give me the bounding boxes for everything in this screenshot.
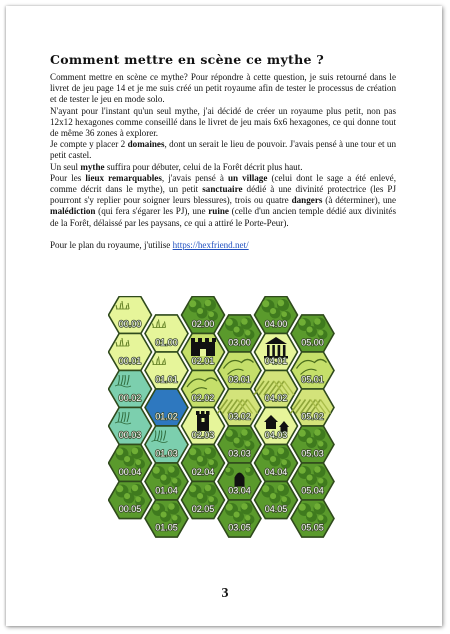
paragraph-myth <box>50 162 396 173</box>
keyword-malediction: malédiction <box>50 206 96 217</box>
hex-label: 01.02 <box>155 411 178 422</box>
keyword-ruine: ruine <box>208 206 229 217</box>
hex-label: 04.01 <box>264 356 288 366</box>
hex-label: 04.05 <box>264 504 288 514</box>
keyword-lieux: lieux remarquables <box>85 172 162 183</box>
tower-icon <box>196 411 210 431</box>
hex-tile-05-04 <box>291 463 334 500</box>
hex-label: 00.02 <box>118 393 142 403</box>
text-run: suffira pour débuter, celui de la Forêt décrit plus haut. <box>104 161 303 172</box>
keyword-village: un village <box>227 172 268 183</box>
hex-tile-05-00 <box>291 315 334 352</box>
hex-label: 03.03 <box>228 448 251 459</box>
hexfriend-link[interactable]: https://hexfriend.net/ <box>172 239 249 250</box>
hex-tile-01-02 <box>145 389 188 426</box>
hex-label: 01.04 <box>155 485 178 496</box>
text-run: (à déterminer), une <box>322 195 397 206</box>
hex-tile-02-04 <box>182 444 225 481</box>
hex-tile-00-01 <box>109 333 152 370</box>
hex-tile-02-00 <box>182 296 225 333</box>
paragraph-size: N'ayant pour l'instant qu'un seul mythe, j'ai décidé de créer un royaume plus petit, non pas 12x12 hexagones comme conseillé dans le livret de jeu mais 6x6 hexagones, ce qui donne tout de même 36 zones à explorer. <box>50 105 396 139</box>
hex-label: 00.03 <box>118 430 142 440</box>
hex-label: 01.00 <box>155 337 178 348</box>
text-run: (qui fera s'égarer les PJ), une <box>95 206 209 217</box>
hex-tile-04-04 <box>255 444 298 481</box>
text-run: dédié à une divinité protectrice (les PJ pourront s'y replier pour soigner leurs blessures), trois ou quatre <box>50 184 396 206</box>
hex-tile-03-00 <box>218 315 261 352</box>
hex-label: 02.04 <box>191 467 215 477</box>
hex-tile-05-02 <box>291 389 335 426</box>
text-run: (celui dont le sage a été enlevé, comme décrit dans le mythe), un petit <box>50 172 396 195</box>
text-run: Un seul <box>50 161 81 172</box>
hex-label: 05.02 <box>301 411 324 422</box>
hex-tile-01-00 <box>145 315 188 352</box>
hex-tile-00-02 <box>109 370 152 407</box>
paragraph-intro: Comment mettre en scène ce mythe? Pour répondre à cette question, je suis retourné dans le livret de jeu page 14 et je me suis créé un petit royaume afin de tester le processus de création et de tester le jeu en mode solo. <box>50 72 396 105</box>
hex-tile-03-01 <box>218 352 261 389</box>
paragraph-domains <box>50 139 396 161</box>
hex-label: 02.02 <box>191 393 215 403</box>
section-title: Comment mettre en scène ce mythe ? <box>50 52 325 67</box>
hex-tile-00-04 <box>109 444 152 481</box>
hex-label: 00.01 <box>118 356 142 366</box>
hex-label: 03.04 <box>228 485 251 496</box>
hex-tile-01-01 <box>145 352 188 389</box>
hex-tile-04-01 <box>255 333 298 370</box>
hex-tile-03-03 <box>218 426 261 463</box>
keyword-domaines: domaines <box>127 139 165 150</box>
keyword-dangers: dangers <box>291 195 323 206</box>
hex-tile-02-02 <box>182 370 225 407</box>
hex-label: 05.05 <box>301 522 324 533</box>
paragraph-places <box>50 173 396 229</box>
hex-label: 01.05 <box>155 522 178 533</box>
hex-tile-01-05 <box>145 500 188 537</box>
body-text <box>50 72 396 251</box>
hex-label: 01.01 <box>155 374 178 385</box>
hex-label: 04.00 <box>264 319 288 329</box>
hex-tile-01-03 <box>145 426 188 463</box>
hex-label: 05.04 <box>301 485 324 496</box>
hex-tile-05-01 <box>291 352 334 389</box>
hex-label: 05.00 <box>301 337 324 348</box>
hex-label: 04.04 <box>264 467 288 477</box>
page-number: 3 <box>221 586 229 601</box>
hex-label: 04.03 <box>264 430 288 440</box>
text-run: Pour le plan du royaume, j'utilise <box>50 239 173 250</box>
text-run: , j'avais pensé à <box>161 172 228 183</box>
hex-label: 00.00 <box>118 319 142 329</box>
hex-tile-05-03 <box>291 426 334 463</box>
hex-label: 04.02 <box>264 393 288 403</box>
text-run: Je compte y placer 2 <box>50 139 128 150</box>
text-run: Pour les <box>50 172 86 183</box>
hex-label: 01.03 <box>155 448 178 459</box>
hex-tile-04-02 <box>254 370 298 407</box>
kingdom-hex-map <box>108 296 348 581</box>
hex-label: 02.00 <box>191 319 215 329</box>
hex-tile-04-05 <box>255 481 298 518</box>
keyword-sanctuaire: sanctuaire <box>202 184 243 195</box>
hex-label: 05.03 <box>301 448 324 459</box>
hex-tile-05-05 <box>291 500 334 537</box>
hex-label: 00.05 <box>118 504 142 514</box>
hex-tile-02-01 <box>182 333 225 370</box>
hex-tile-00-03 <box>109 407 152 444</box>
hex-label: 03.02 <box>228 411 251 422</box>
hex-label: 00.04 <box>118 467 142 477</box>
text-run: (celle d'un ancien temple dédié aux divinités de la Forêt, délaissé par les paysans, ce qui a attiré le Porte-Peur). <box>50 206 396 228</box>
hex-label: 05.01 <box>301 374 324 385</box>
hex-tile-04-00 <box>255 296 298 333</box>
hex-label: 02.03 <box>191 430 215 440</box>
hex-label: 02.01 <box>191 356 215 366</box>
keyword-mythe: mythe <box>80 161 105 172</box>
hex-tile-02-05 <box>182 481 225 518</box>
hex-label: 03.00 <box>228 337 251 348</box>
hex-label: 03.01 <box>228 374 251 385</box>
hex-tile-01-04 <box>145 463 188 500</box>
hex-label: 02.05 <box>191 504 215 514</box>
hex-tile-03-04 <box>218 463 261 500</box>
paragraph-map-tool <box>50 240 396 251</box>
text-run: , dont un serait le lieu de pouvoir. J'avais pensé à une tour et un petit castel. <box>50 139 397 161</box>
hex-tile-03-05 <box>218 500 261 537</box>
hex-label: 03.05 <box>228 522 251 533</box>
hex-tile-00-00 <box>109 296 152 333</box>
hex-tile-00-05 <box>109 481 152 518</box>
